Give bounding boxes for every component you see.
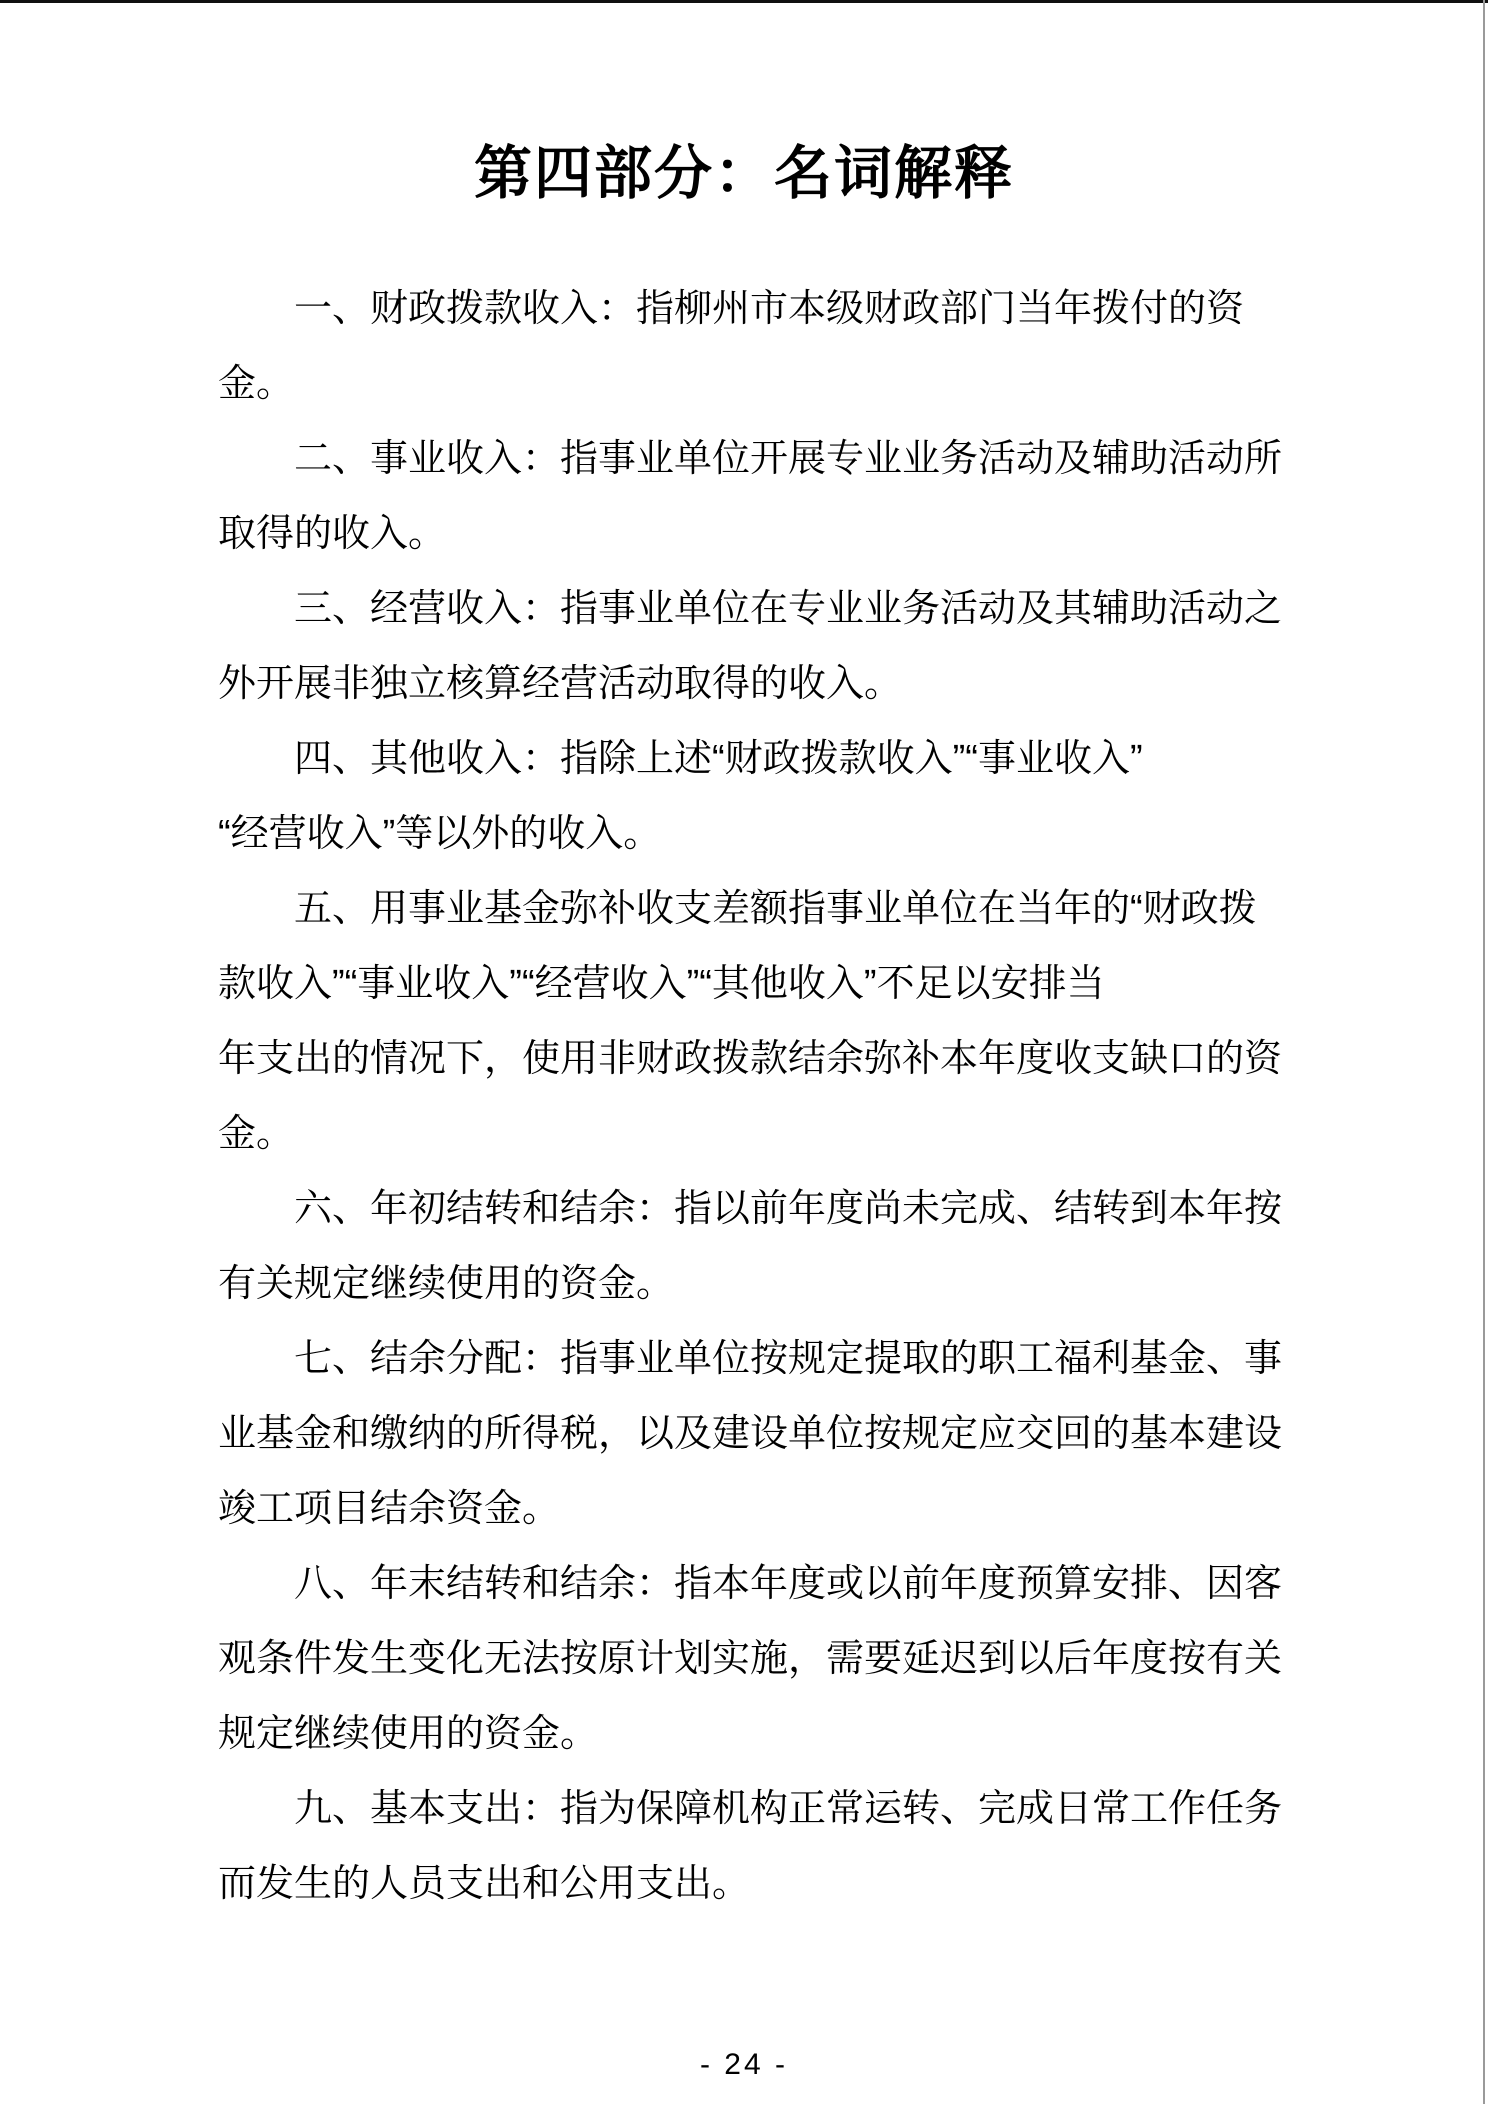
paragraph-1-fiscal-appropriation-income: 一、财政拨款收入：指柳州市本级财政部门当年拨付的资 金。 (218, 288, 1245, 405)
scan-right-edge-line (1483, 0, 1485, 2104)
paragraph-4-other-income: 四、其他收入：指除上述“财政拨款收入”“事业收入” “经营收入”等以外的收入。 (218, 738, 1143, 855)
scan-top-edge-line (0, 0, 1488, 3)
paragraph-5-fund-deficit-coverage: 五、用事业基金弥补收支差额指事业单位在当年的“财政拨 款收入”“事业收入”“经营收入”“其他收入”不足以安排当 年支出的情况下，使用非财政拨款结余弥补本年度收支缺口的资 金。 (218, 888, 1283, 1155)
page-number: - 24 - (699, 2048, 789, 2081)
paragraph-2-operational-income: 二、事业收入：指事业单位开展专业业务活动及辅助活动所 取得的收入。 (218, 438, 1283, 555)
document-body (218, 272, 1408, 1922)
paragraph-6-beginning-year-carryover: 六、年初结转和结余：指以前年度尚未完成、结转到本年按 有关规定继续使用的资金。 (218, 1188, 1283, 1305)
paragraph-7-surplus-distribution: 七、结余分配：指事业单位按规定提取的职工福利基金、事 业基金和缴纳的所得税，以及建设单位按规定应交回的基本建设 竣工项目结余资金。 (218, 1338, 1283, 1530)
paragraph-8-year-end-carryover: 八、年末结转和结余：指本年度或以前年度预算安排、因客 观条件发生变化无法按原计划实施，需要延迟到以后年度按有关 规定继续使用的资金。 (218, 1563, 1283, 1755)
paragraph-9-basic-expenditure: 九、基本支出：指为保障机构正常运转、完成日常工作任务 而发生的人员支出和公用支出。 (218, 1788, 1283, 1905)
paragraph-3-business-income: 三、经营收入：指事业单位在专业业务活动及其辅助活动之 外开展非独立核算经营活动取得的收入。 (218, 588, 1283, 705)
page-title: 第四部分：名词解释 (473, 141, 1014, 206)
